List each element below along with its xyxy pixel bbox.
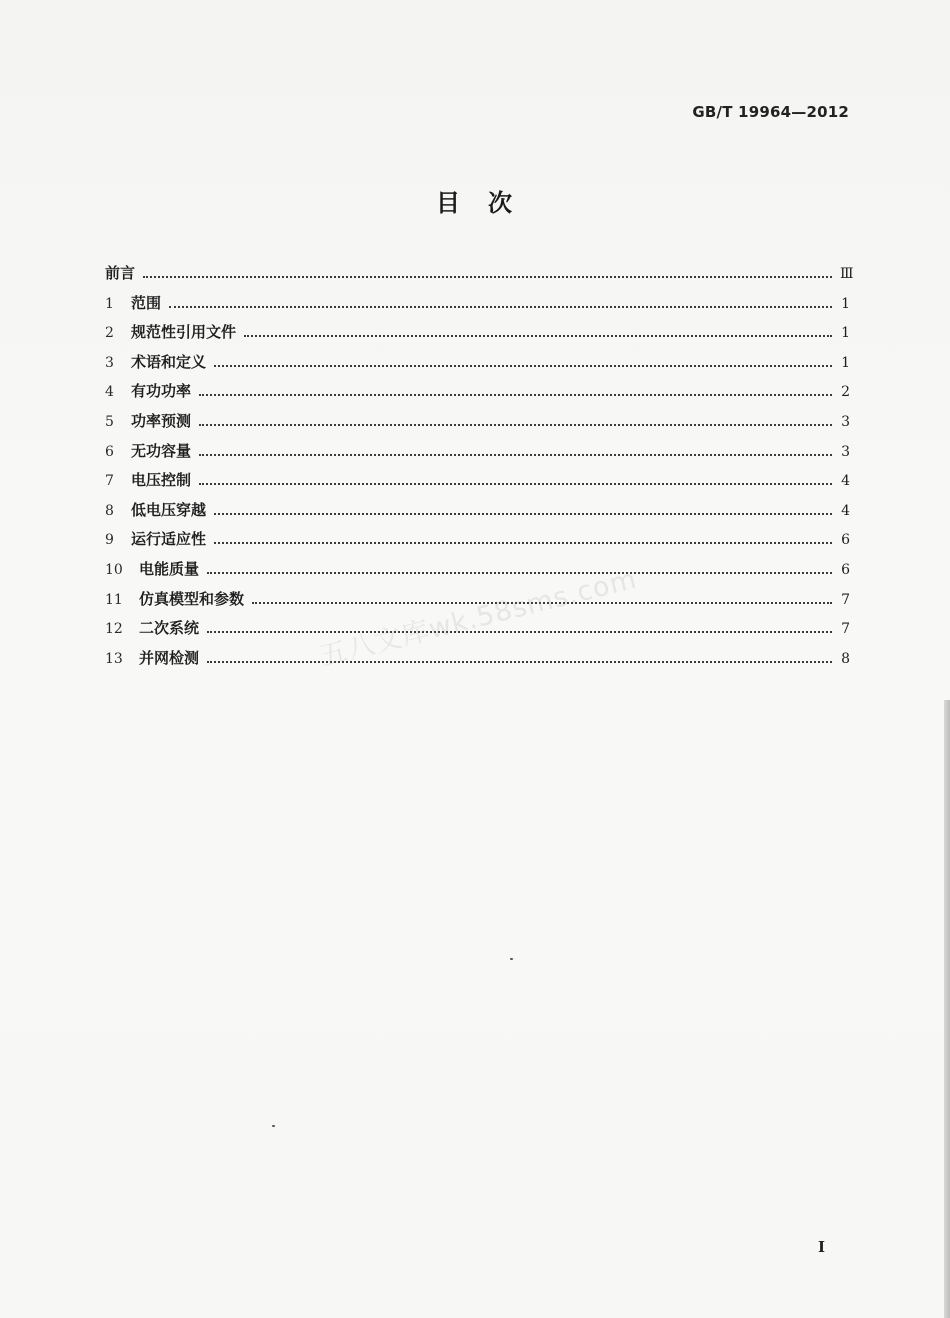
toc-page-number: 7 <box>841 591 850 608</box>
toc-leader <box>214 512 832 515</box>
toc-number: 9 <box>105 532 114 549</box>
toc-label: 术语和定义 <box>131 352 207 371</box>
toc-leader <box>169 305 832 308</box>
page-title: 目 次 <box>436 189 514 217</box>
toc-entry-7[interactable] <box>105 469 850 499</box>
toc-label: 二次系统 <box>139 619 200 638</box>
toc-page-number: 4 <box>841 502 850 519</box>
toc-label: 规范性引用文件 <box>131 323 237 342</box>
toc-leader <box>214 364 832 367</box>
toc-number: 2 <box>105 325 114 342</box>
toc-leader <box>207 660 832 663</box>
toc-label: 有功功率 <box>131 382 192 401</box>
toc-leader <box>207 630 832 633</box>
toc-entry-1[interactable] <box>105 292 850 322</box>
toc-page-number: 7 <box>841 621 850 638</box>
toc-page-number: 8 <box>841 650 850 667</box>
toc-page-number: Ⅲ <box>840 266 854 282</box>
toc-number: 3 <box>105 354 114 371</box>
toc-label: 电能质量 <box>139 559 200 578</box>
toc-leader <box>143 275 832 278</box>
toc-page-number: 3 <box>841 413 850 430</box>
watermark: 五八文库wk.58sms.com <box>316 563 641 673</box>
toc-label: 运行适应性 <box>131 530 207 549</box>
toc-label: 功率预测 <box>131 411 192 430</box>
toc-entry-preface[interactable] <box>105 262 854 292</box>
toc-leader <box>199 423 832 426</box>
toc-leader <box>244 334 832 337</box>
toc-number: 5 <box>105 413 114 430</box>
toc-number: 8 <box>105 502 114 519</box>
toc-page-number: 4 <box>841 473 850 490</box>
toc-label: 仿真模型和参数 <box>139 589 245 608</box>
toc-entry-4[interactable] <box>105 380 850 410</box>
toc-number: 11 <box>105 591 123 608</box>
toc-page-number: 6 <box>841 532 850 549</box>
toc-page-number: 1 <box>841 325 850 342</box>
page-number: I <box>817 1238 825 1256</box>
toc-number: 4 <box>105 384 114 401</box>
toc-label: 并网检测 <box>139 648 200 667</box>
toc-entry-5[interactable] <box>105 410 850 440</box>
toc-page-number: 3 <box>841 443 850 460</box>
toc-entry-13[interactable] <box>105 647 850 677</box>
toc-page-number: 1 <box>841 295 850 312</box>
toc-entry-10[interactable] <box>105 558 850 588</box>
scan-speck <box>272 1125 275 1127</box>
toc-leader <box>199 482 832 485</box>
toc-label: 前言 <box>105 264 136 282</box>
toc-number: 6 <box>105 443 114 460</box>
toc-leader <box>207 571 832 574</box>
toc-label: 无功容量 <box>131 441 192 460</box>
toc-label: 低电压穿越 <box>131 500 207 519</box>
standard-number: GB/T 19964—2012 <box>692 103 849 121</box>
toc-page-number: 1 <box>841 354 850 371</box>
toc-number: 7 <box>105 473 114 490</box>
toc-label: 范围 <box>131 293 162 312</box>
toc-entry-9[interactable] <box>105 528 850 558</box>
toc-page-number: 2 <box>841 384 850 401</box>
toc-entry-3[interactable] <box>105 351 850 381</box>
scan-edge <box>944 700 950 1318</box>
toc-leader <box>199 453 832 456</box>
toc-number: 12 <box>105 621 123 638</box>
toc-leader <box>214 541 832 544</box>
toc-leader <box>199 393 832 396</box>
toc-label: 电压控制 <box>131 471 192 490</box>
toc-entry-6[interactable] <box>105 440 850 470</box>
toc-number: 1 <box>105 295 114 312</box>
scan-speck <box>510 958 513 960</box>
toc-entry-2[interactable] <box>105 321 850 351</box>
toc-entry-8[interactable] <box>105 499 850 529</box>
toc-number: 13 <box>105 650 123 667</box>
toc-number: 10 <box>105 561 123 578</box>
toc-page-number: 6 <box>841 561 850 578</box>
